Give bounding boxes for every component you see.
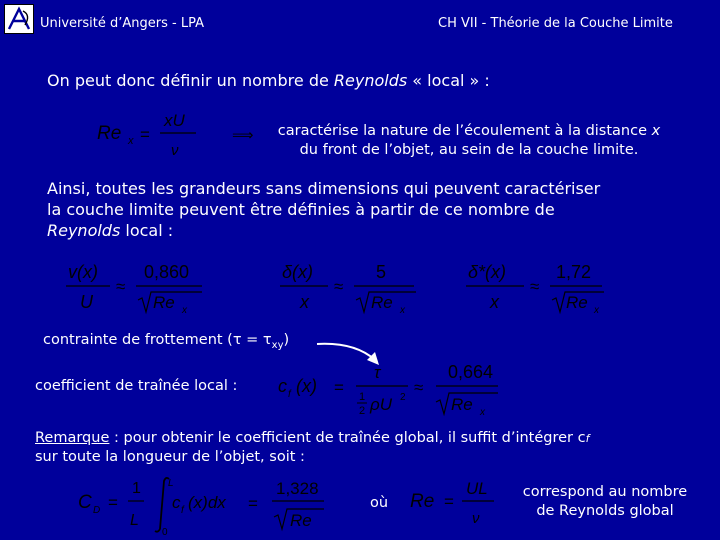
dsx-c-den: Re (566, 293, 588, 312)
formula-delta-over-x (276, 256, 426, 322)
cd-frac-den: L (130, 512, 139, 529)
dsx-num: δ*(x) (468, 262, 506, 282)
vu-c-den-sub: x (182, 305, 187, 316)
ou-label: où (370, 495, 389, 511)
cf-approx: ≈ (414, 378, 424, 397)
rex-desc-x: x (651, 123, 661, 139)
stress-label (43, 331, 289, 355)
cf-c-num: 0,664 (448, 362, 494, 382)
header-left: Université d’Angers - LPA (40, 16, 204, 31)
cf-lhs-arg: (x) (296, 376, 317, 396)
re-num: UL (466, 479, 488, 498)
remark-title: Remarque (35, 430, 110, 446)
paragraph-line1: Ainsi, toutes les grandeurs sans dimensions qui peuvent caractériser (47, 179, 601, 198)
remark-line1: : pour obtenir le coefficient de traînée global, il suffit d’intégrer c (109, 430, 586, 446)
cd-int-lower: 0 (162, 527, 168, 537)
stress-sub: xy (271, 339, 284, 351)
vu-num: v(x) (68, 262, 98, 282)
cf-equals: = (334, 378, 344, 397)
dsx-approx: ≈ (530, 277, 540, 296)
header-right: CH VII - Théorie de la Couche Limite (438, 16, 673, 31)
formula-cf (276, 358, 502, 424)
university-logo-icon (5, 5, 33, 33)
cd-int-upper: L (168, 478, 174, 489)
rex-num: xU (164, 111, 185, 130)
cf-den-c: ρU (370, 395, 393, 414)
stress-close: ) (283, 332, 290, 348)
cd-lhs: C (78, 492, 92, 513)
cf-den-a: 1 (359, 391, 366, 403)
cd-c-den: Re (290, 511, 312, 530)
global-line1: correspond au nombre (522, 484, 688, 500)
cf-den-c-sup: 2 (400, 392, 406, 403)
formula-v-over-u (62, 256, 212, 322)
vu-c-num: 0,860 (144, 262, 190, 282)
cd-integrand-sub: f (181, 505, 184, 516)
cd-c-num: 1,328 (276, 479, 319, 498)
cf-den-b: 2 (359, 405, 366, 417)
re-lhs: Re (410, 491, 435, 512)
stress-text: contrainte de frottement (τ = τ (43, 332, 272, 348)
cd-equals: = (108, 493, 118, 512)
dx-num: δ(x) (282, 262, 313, 282)
intro-line (47, 70, 490, 91)
drag-local-label: coefficient de traînée local : (35, 378, 238, 394)
cd-lhs-sub: D (93, 505, 101, 516)
formula-re (408, 476, 498, 532)
dx-c-den-sub: x (400, 305, 405, 316)
rex-lhs-sub: x (128, 135, 134, 147)
remark (35, 429, 589, 467)
rex-equals: = (140, 125, 150, 144)
cf-num: τ (374, 363, 381, 382)
remark-line1-sub: f (585, 432, 590, 445)
cf-c-den: Re (451, 395, 473, 414)
rex-description (259, 122, 679, 160)
cd-equals2: = (248, 494, 258, 513)
vu-c-den: Re (153, 293, 175, 312)
dsx-den: x (490, 292, 499, 312)
intro-name: Reynolds (333, 71, 408, 90)
vu-approx: ≈ (116, 277, 126, 296)
dx-den: x (300, 292, 309, 312)
formula-rex (92, 106, 202, 162)
cd-frac-num: 1 (132, 480, 141, 497)
cd-integrand: c (172, 493, 181, 512)
re-equals: = (444, 492, 454, 511)
cf-lhs-sub: f (288, 389, 291, 400)
paragraph (47, 178, 600, 241)
vu-den: U (80, 292, 93, 312)
cf-lhs: c (278, 376, 287, 396)
dsx-c-num: 1,72 (556, 262, 592, 282)
global-description (506, 483, 704, 521)
dx-c-den: Re (371, 293, 393, 312)
rex-den: ν (171, 142, 179, 159)
dx-approx: ≈ (334, 277, 344, 296)
dx-c-num: 5 (376, 262, 387, 282)
dsx-c-den-sub: x (594, 305, 599, 316)
cf-c-den-sub: x (480, 407, 485, 418)
re-den: ν (472, 510, 480, 527)
remark-line2: sur toute la longueur de l’objet, soit : (35, 449, 305, 465)
paragraph-line2: la couche limite peuvent être définies à partir de ce nombre de (47, 200, 555, 219)
paragraph-line3-rest: local : (120, 221, 174, 240)
intro-prefix: On peut donc définir un nombre de (47, 71, 334, 90)
formula-deltastar-over-x (462, 256, 612, 322)
rex-lhs: Re (97, 123, 122, 144)
formula-cd (76, 473, 328, 537)
paragraph-name: Reynolds (47, 221, 121, 240)
logo (4, 4, 34, 34)
rex-desc-line1: caractérise la nature de l’écoulement à la distance (277, 123, 652, 139)
rex-desc-line2: du front de l’objet, au sein de la couche limite. (299, 142, 639, 158)
intro-suffix: « local » : (407, 71, 490, 90)
global-line2: de Reynolds global (536, 503, 674, 519)
implies-arrow: ⟹ (232, 126, 254, 144)
cd-integrand-arg: (x)dx (188, 493, 226, 512)
